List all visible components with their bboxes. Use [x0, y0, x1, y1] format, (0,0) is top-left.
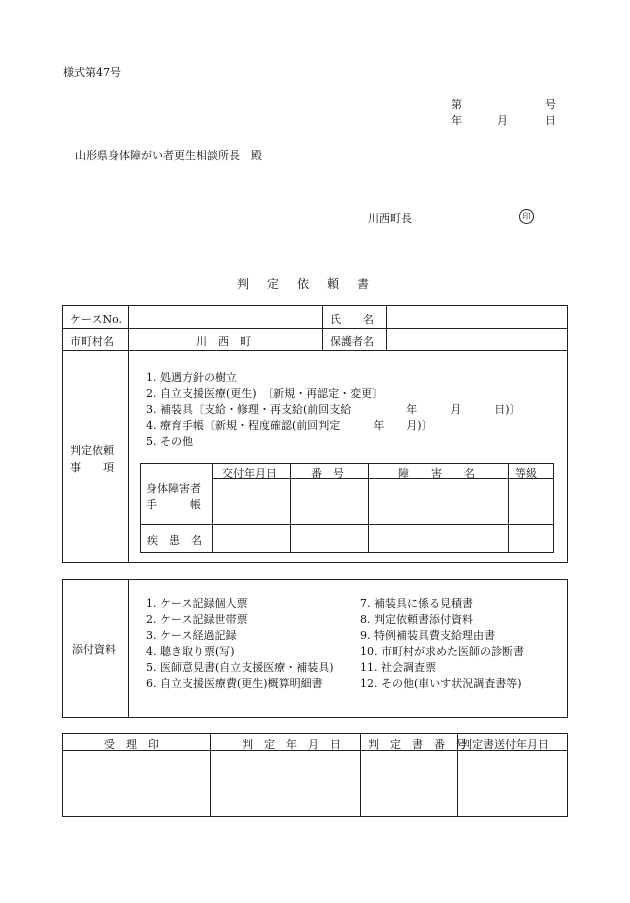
attachments-right [360, 596, 524, 692]
title-char: 判 [236, 277, 249, 291]
seal-mark: 印 [519, 209, 534, 224]
attachments-left [146, 596, 334, 692]
page-title [228, 275, 378, 292]
handbook-header-grade: 等級 [515, 467, 537, 480]
form-number: 様式第47号 [63, 66, 121, 79]
list-item: 2. 自立支援医療(更生) 〔新規・再認定・変更〕 [146, 387, 384, 400]
handbook-table [140, 463, 554, 553]
list-item: 2. ケース記録世帯票 [146, 613, 248, 626]
municipality-label: 市町村名 [70, 335, 114, 348]
name-label: 氏 名 [330, 313, 374, 326]
list-item: 12. その他(車いす状況調査書等) [360, 677, 522, 690]
list-item: 6. 自立支援医療費(更生)概算明細書 [146, 677, 323, 690]
sender: 川西町長 [368, 212, 412, 225]
list-item: 5. 医師意見書(自立支援医療・補装具) [146, 661, 334, 674]
handbook-header-number: 番 号 [311, 467, 344, 480]
list-item: 7. 補装具に係る見積書 [360, 597, 473, 610]
title-char: 書 [356, 277, 369, 291]
list-item: 4. 療育手帳〔新規・程度確認(前回判定 年 月)〕 [146, 419, 433, 432]
municipality-value: 川 西 町 [196, 335, 251, 348]
date-year: 年 [451, 114, 462, 127]
handbook-label: 身体障害者 [146, 482, 201, 495]
receipt-header-judgment-date: 判 定 年 月 日 [242, 738, 341, 751]
handbook-label-2: 手 帳 [146, 498, 201, 511]
list-item: 1. 処遇方針の樹立 [146, 371, 237, 384]
case-no-label: ケースNo. [70, 313, 123, 326]
list-item: 9. 特例補装具費支給理由書 [360, 629, 495, 642]
list-item: 1. ケース記録個人票 [146, 597, 248, 610]
receipt-header-seal: 受 理 印 [104, 738, 159, 751]
addressee: 山形県身体障がい者更生相談所長 殿 [75, 149, 262, 162]
request-items [146, 370, 521, 450]
attachments-label: 添付資料 [72, 643, 116, 656]
date-month: 月 [497, 114, 508, 127]
title-char: 依 [296, 277, 309, 291]
handbook-header-disability: 障 害 名 [398, 467, 475, 480]
disease-label: 疾 患 名 [147, 534, 202, 547]
list-item: 5. その他 [146, 435, 193, 448]
handbook-header-date: 交付年月日 [222, 467, 277, 480]
title-char: 頼 [326, 277, 339, 291]
title-char: 定 [266, 277, 279, 291]
doc-no-dai: 第 [451, 98, 462, 111]
guardian-label: 保護者名 [330, 335, 374, 348]
list-item: 4. 聴き取り票(写) [146, 645, 235, 658]
date-day: 日 [545, 114, 556, 127]
list-item: 11. 社会調査票 [360, 661, 436, 674]
list-item: 3. 補装具〔支給・修理・再支給(前回支給 年 月 日)〕 [146, 403, 521, 416]
receipt-header-judgment-number: 判 定 書 番 号 [368, 738, 467, 751]
request-label-2: 事 項 [70, 461, 114, 474]
doc-no-go: 号 [545, 98, 556, 111]
list-item: 10. 市町村が求めた医師の診断書 [360, 645, 524, 658]
request-label: 判定依頼 [70, 444, 114, 457]
receipt-header-send-date: 判定書送付年月日 [461, 738, 549, 751]
list-item: 8. 判定依頼書添付資料 [360, 613, 473, 626]
list-item: 3. ケース経過記録 [146, 629, 237, 642]
